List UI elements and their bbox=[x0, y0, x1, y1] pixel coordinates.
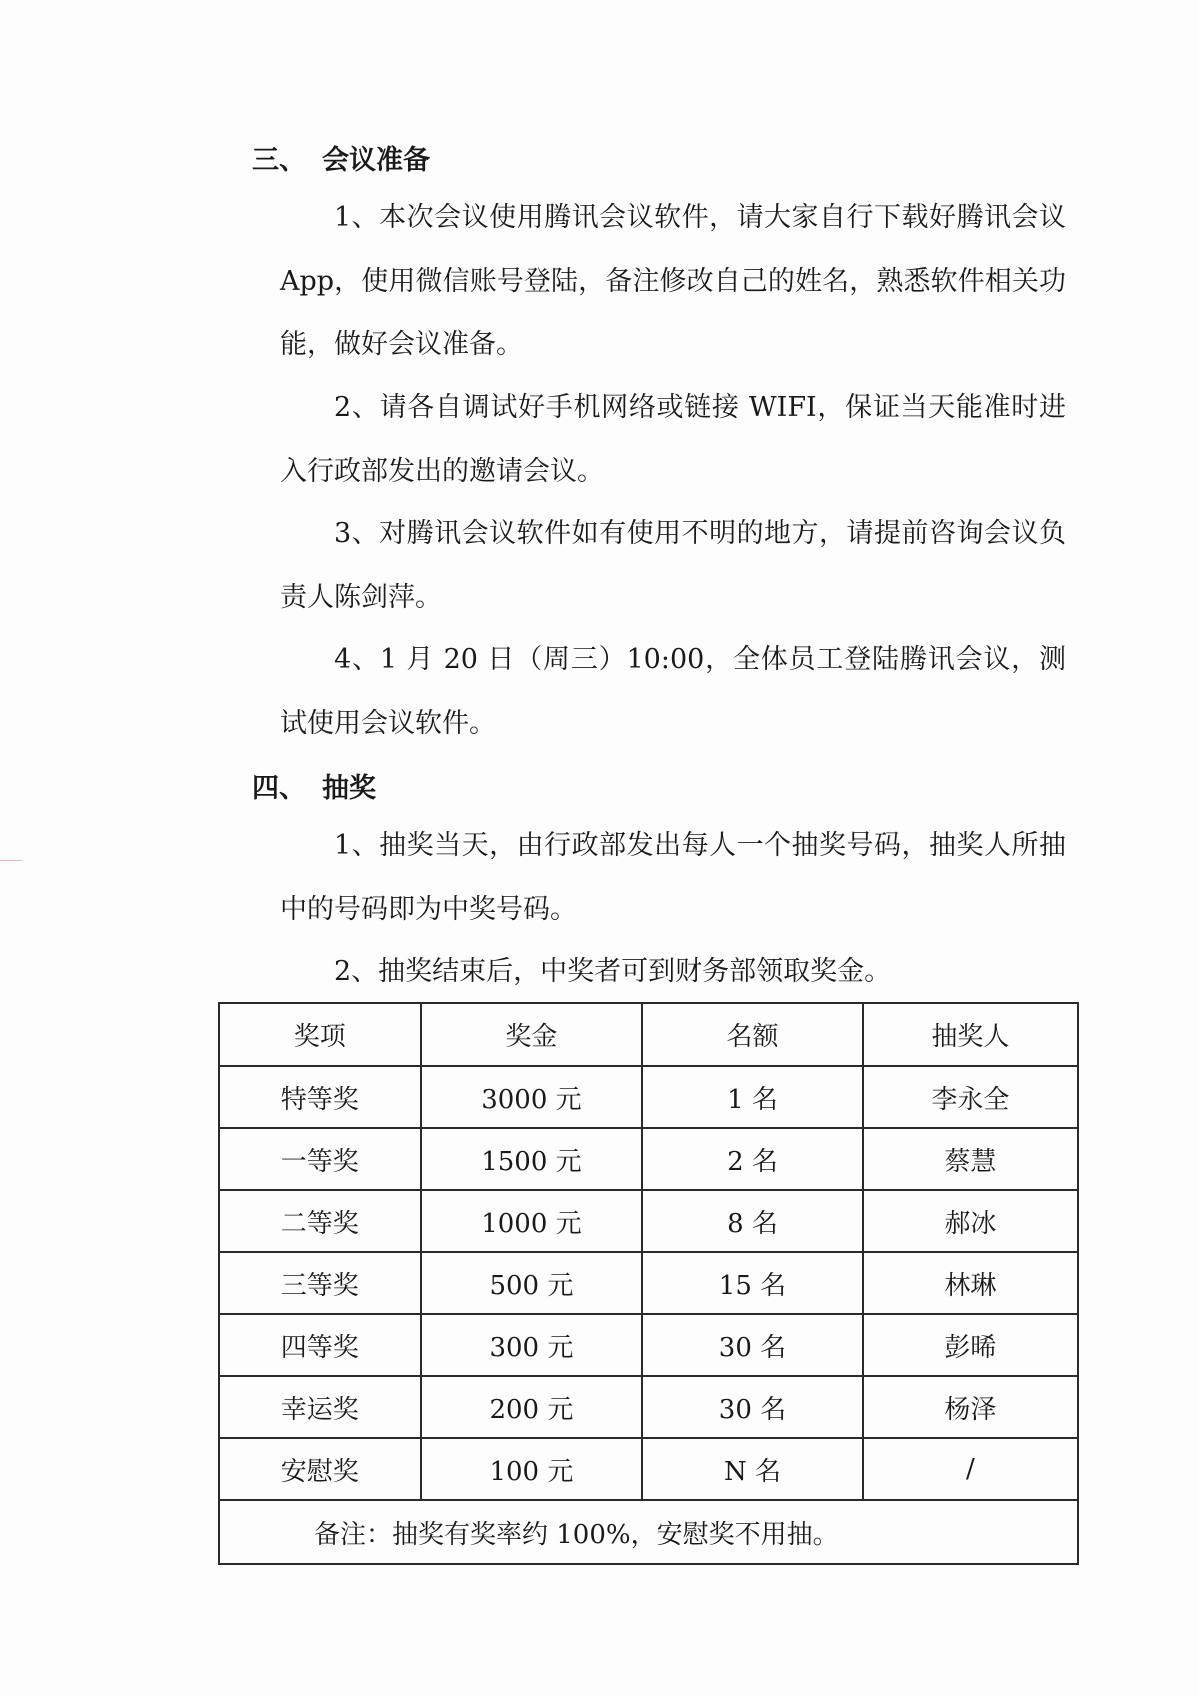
paragraph-item: 1、抽奖当天，由行政部发出每人一个抽奖号码，抽奖人所抽中的号码即为中奖号码。 bbox=[280, 830, 1066, 925]
table-cell: 8 名 bbox=[642, 1190, 862, 1252]
table-header-cell: 抽奖人 bbox=[863, 1003, 1078, 1066]
section-number: 四、 bbox=[252, 773, 306, 804]
table-header-row bbox=[219, 1003, 1078, 1066]
table-cell: 15 名 bbox=[642, 1252, 862, 1314]
table-cell: 300 元 bbox=[421, 1314, 643, 1376]
section-number: 三、 bbox=[252, 145, 306, 176]
section-title: 抽奖 bbox=[322, 773, 376, 804]
paragraph-item: 3、对腾讯会议软件如有使用不明的地方，请提前咨询会议负责人陈剑萍。 bbox=[280, 518, 1066, 613]
table-cell: 1 名 bbox=[642, 1066, 862, 1128]
table-row bbox=[219, 1066, 1078, 1128]
section-heading-lottery bbox=[252, 766, 376, 805]
table-cell: 200 元 bbox=[421, 1376, 643, 1438]
table-cell: 100 元 bbox=[421, 1438, 643, 1500]
table-cell: 1500 元 bbox=[421, 1128, 643, 1190]
table-row bbox=[219, 1314, 1078, 1376]
table-cell: 2 名 bbox=[642, 1128, 862, 1190]
table-cell: 蔡慧 bbox=[863, 1128, 1078, 1190]
paragraph-item: 1、本次会议使用腾讯会议软件，请大家自行下载好腾讯会议App，使用微信账号登陆，备注修改自己的姓名，熟悉软件相关功能，做好会议准备。 bbox=[280, 202, 1066, 360]
table-row bbox=[219, 1438, 1078, 1500]
section-title: 会议准备 bbox=[322, 145, 430, 176]
table-note: 备注：抽奖有奖率约 100%，安慰奖不用抽。 bbox=[219, 1500, 1078, 1564]
table-cell: 1000 元 bbox=[421, 1190, 643, 1252]
paragraph-item: 2、请各自调试好手机网络或链接 WIFI，保证当天能准时进入行政部发出的邀请会议。 bbox=[280, 392, 1066, 487]
table-header-cell: 奖金 bbox=[421, 1003, 643, 1066]
table-row bbox=[219, 1190, 1078, 1252]
table-cell: 安慰奖 bbox=[219, 1438, 421, 1500]
table-cell: 郝冰 bbox=[863, 1190, 1078, 1252]
table-cell: / bbox=[863, 1438, 1078, 1500]
table-cell: 30 名 bbox=[642, 1314, 862, 1376]
table-row bbox=[219, 1252, 1078, 1314]
table-note-row bbox=[219, 1500, 1078, 1564]
table-cell: 二等奖 bbox=[219, 1190, 421, 1252]
scan-edge-mark bbox=[0, 860, 22, 861]
paragraph-item: 2、抽奖结束后，中奖者可到财务部领取奖金。 bbox=[334, 956, 892, 987]
table-cell: 3000 元 bbox=[421, 1066, 643, 1128]
table-row bbox=[219, 1376, 1078, 1438]
table-cell: N 名 bbox=[642, 1438, 862, 1500]
table-cell: 三等奖 bbox=[219, 1252, 421, 1314]
table-cell: 杨泽 bbox=[863, 1376, 1078, 1438]
paragraph-item: 4、1 月 20 日（周三）10:00，全体员工登陆腾讯会议，测试使用会议软件。 bbox=[280, 644, 1066, 739]
table-cell: 林琳 bbox=[863, 1252, 1078, 1314]
table-row bbox=[219, 1128, 1078, 1190]
prize-table bbox=[218, 1002, 1079, 1565]
section-heading-meeting-prep bbox=[252, 138, 430, 177]
table-cell: 四等奖 bbox=[219, 1314, 421, 1376]
table-cell: 特等奖 bbox=[219, 1066, 421, 1128]
table-cell: 李永全 bbox=[863, 1066, 1078, 1128]
table-cell: 500 元 bbox=[421, 1252, 643, 1314]
table-cell: 30 名 bbox=[642, 1376, 862, 1438]
table-header-cell: 名额 bbox=[642, 1003, 862, 1066]
table-header-cell: 奖项 bbox=[219, 1003, 421, 1066]
table-cell: 一等奖 bbox=[219, 1128, 421, 1190]
table-cell: 幸运奖 bbox=[219, 1376, 421, 1438]
table-cell: 彭晞 bbox=[863, 1314, 1078, 1376]
